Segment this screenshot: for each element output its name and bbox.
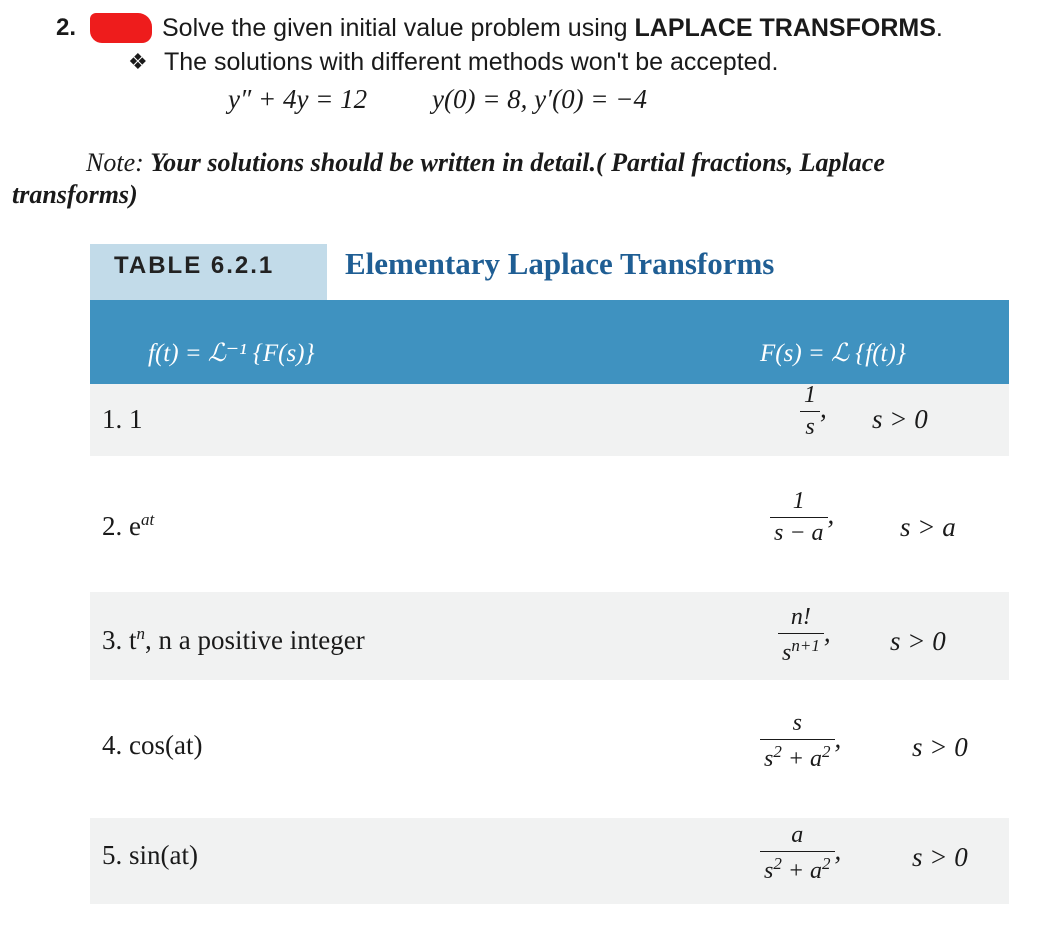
row1-condition: s > 0	[872, 404, 928, 434]
table-row	[90, 818, 1009, 904]
row4-condition: s > 0	[912, 732, 968, 762]
row5-function: 5. sin(at)	[102, 840, 198, 870]
row3-function: 3. $t^n$, n a positive integer	[102, 624, 365, 655]
note-line	[86, 148, 885, 178]
note-text-cont: transforms)	[12, 180, 138, 209]
instruction-line	[162, 14, 943, 43]
problem-number: 2.	[56, 14, 77, 41]
row2-function: 2. $e^{at}$	[102, 510, 155, 541]
initial-conditions: y(0) = 8, y′(0) = −4	[432, 84, 647, 114]
instruction-prefix: Solve the given initial value problem using	[162, 14, 635, 42]
warning-text: The solutions with different methods won't be accepted.	[164, 48, 779, 76]
header-left: f(t) = ℒ⁻¹ {F(s)}	[148, 340, 315, 367]
row2-condition: s > a	[900, 512, 956, 542]
row5-transform: $\frac{a}{s^2 + a^2}$ ,	[760, 822, 841, 885]
note-label: Note:	[86, 148, 144, 177]
redaction-mark	[90, 13, 152, 43]
note-text: Your solutions should be written in detail.( Partial fractions, Laplace	[150, 148, 885, 177]
table-tag: TABLE 6.2.1	[114, 252, 275, 279]
instruction-suffix: .	[935, 14, 943, 42]
row3-condition: s > 0	[890, 626, 946, 656]
row3-transform: $\frac{n!}{s^{n+1}}$ ,	[778, 604, 831, 667]
header-right: F(s) = ℒ {f(t)}	[760, 340, 906, 367]
row4-function: 4. cos(at)	[102, 730, 203, 760]
differential-equation: y″ + 4y = 12	[228, 84, 368, 114]
row1-transform: $\frac{1}{s}$ ,	[800, 382, 827, 441]
row1-function: 1. 1	[102, 404, 143, 434]
table-title: Elementary Laplace Transforms	[345, 246, 775, 281]
row4-transform: $\frac{s}{s^2 + a^2}$ ,	[760, 710, 841, 773]
row2-transform: $\frac{1}{s - a}$ ,	[770, 488, 834, 547]
row5-condition: s > 0	[912, 842, 968, 872]
instruction-bold: LAPLACE TRANSFORMS	[634, 14, 936, 42]
diamond-bullet-icon: ❖	[128, 49, 148, 74]
